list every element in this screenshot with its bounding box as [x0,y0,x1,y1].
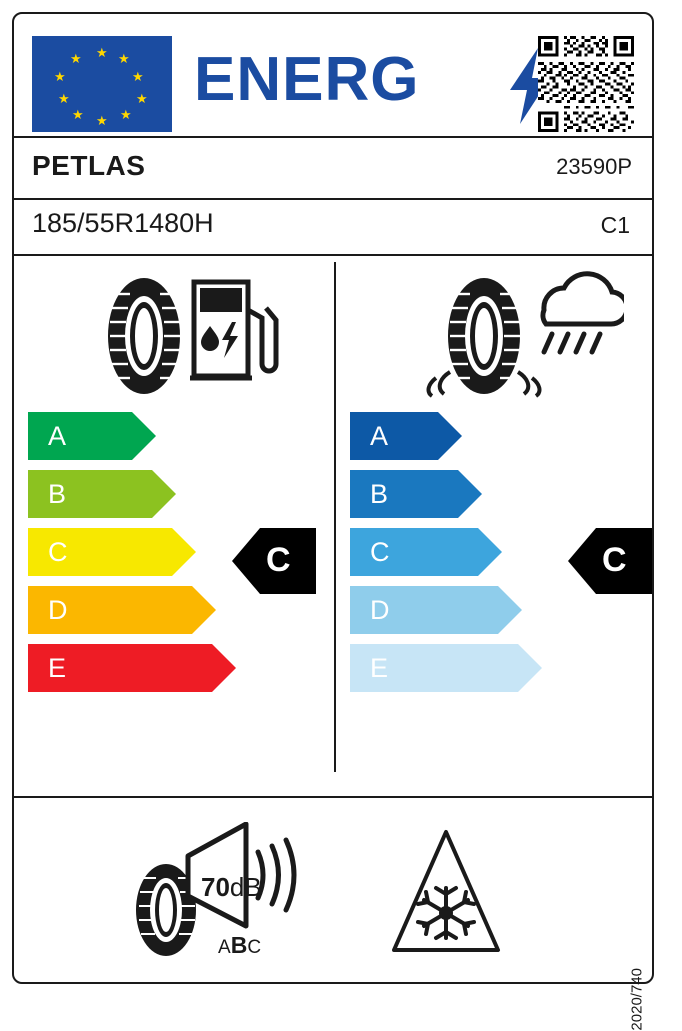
rain-cloud-icon [414,264,624,404]
fuel-rating-letter: C [266,541,291,579]
grade-row [28,470,328,518]
grade-row [350,644,650,692]
grade-letter: C [48,537,68,567]
page-title: ENERG [194,45,420,114]
wet-rating-letter: C [602,541,627,579]
grade-bar-a [350,412,462,460]
fuel-rating-marker [232,528,316,594]
brand-name: PETLAS [32,150,146,181]
sku-code: 23590P [556,154,632,179]
grade-letter: D [48,595,68,625]
wet-rating-marker [568,528,652,594]
grade-row [28,644,328,692]
noise-unit: dB [229,872,262,902]
grade-row [28,412,328,460]
energy-label-card [12,12,654,1031]
regulation-code: 2020/740 [629,968,646,1031]
grade-letter: A [48,421,67,451]
eu-flag-icon: ★ ★ ★ ★ ★ ★ ★ ★ ★ ★ [32,36,172,132]
tyre-splash-icon [429,278,540,396]
snowflake-mountain-icon [386,822,506,962]
grade-row [350,412,650,460]
grade-letter: E [48,653,67,683]
grade-letter: E [370,653,389,683]
grade-letter: B [370,479,389,509]
noise-class-c: C [247,937,262,958]
qr-code-icon [538,36,634,132]
fuel-efficiency-panel [14,254,334,794]
noise-class-a: A [218,937,231,958]
grade-letter: D [370,595,390,625]
fuel-pump-icon [86,264,286,404]
bottom-row [14,796,652,1031]
noise-value: 70dB [201,872,262,902]
noise-group [126,822,306,962]
snow-group [386,822,506,962]
wet-grip-panel [336,254,656,794]
grade-letter: A [370,421,389,451]
tyre-class: C1 [600,212,630,238]
tyre-size: 185/55R1480H [32,208,214,238]
noise-class-b: B [230,932,248,958]
grade-row [350,470,650,518]
tyre-size-row [14,198,652,254]
tyre-icon [108,278,180,394]
grade-letter: C [370,537,390,567]
grade-letter: B [48,479,67,509]
label-header [14,14,652,136]
noise-class-scale [218,932,261,959]
main-grid [14,254,652,794]
brand-row [14,136,652,198]
